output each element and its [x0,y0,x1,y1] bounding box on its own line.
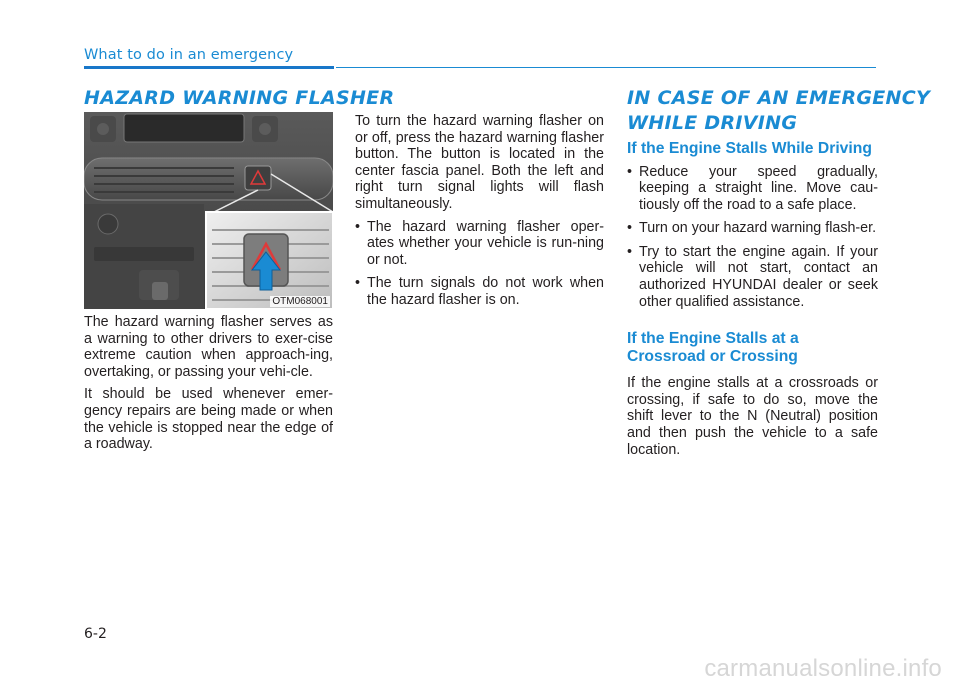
hazard-button-figure [84,112,333,309]
list-item: • Turn on your hazard warning flash-er. [627,220,878,237]
header-rule-light [336,67,876,68]
list-item: • The hazard warning flasher oper-ates whether your vehicle is run-ning or not. [355,219,604,269]
list-item: • Try to start the engine again. If your vehicle will not start, contact an authorized HYUNDAI dealer or seek other qualified assistance. [627,244,878,310]
hazard-notes-list [355,219,604,309]
list-item: • Reduce your speed gradually, keeping a straight line. Move cau-tiously off the road to a safe place. [627,164,878,214]
stall-driving-heading: If the Engine Stalls While Driving [627,140,872,157]
hazard-purpose-paragraph: The hazard warning flasher serves as a warning to other drivers to exer-cise extreme caution when approach-ing, overtaking, or passing your vehi-cle. [84,314,333,380]
emergency-title-line-1: IN CASE OF AN EMERGENCY [627,87,931,109]
figure-code: OTM068001 [272,296,328,307]
emergency-title-line-2: WHILE DRIVING [627,112,798,134]
stall-driving-steps [627,164,878,311]
hazard-usage-paragraph: It should be used whenever emer-gency repairs are being made or when the vehicle is stopped near the edge of a roadway. [84,386,333,453]
middle-column-text [355,113,604,316]
emergency-section-title [627,86,930,136]
right-column-text [627,140,878,464]
hazard-operation-paragraph: To turn the hazard warning flasher on or off, press the hazard warning flasher button. The button is located in the center fascia panel. Both the left and right turn signal lights will flash simultaneously. [355,113,604,212]
stall-crossroad-paragraph: If the engine stalls at a crossroads or crossing, if safe to do so, move the shift lever to the N (Neutral) position and then push the vehicle to a safe location. [627,375,878,458]
page-number: 6-2 [84,626,107,642]
dashboard-illustration [84,112,333,309]
hazard-section-title: HAZARD WARNING FLASHER [84,87,395,109]
site-watermark: carmanualsonline.info [704,655,942,682]
list-item: • The turn signals do not work when the hazard flasher is on. [355,275,604,308]
stall-crossroad-heading: If the Engine Stalls at a Crossroad or Crossing [627,330,799,365]
section-header-label: What to do in an emergency [84,47,294,63]
header-rule-dark [84,66,334,69]
left-column-text [84,314,333,459]
